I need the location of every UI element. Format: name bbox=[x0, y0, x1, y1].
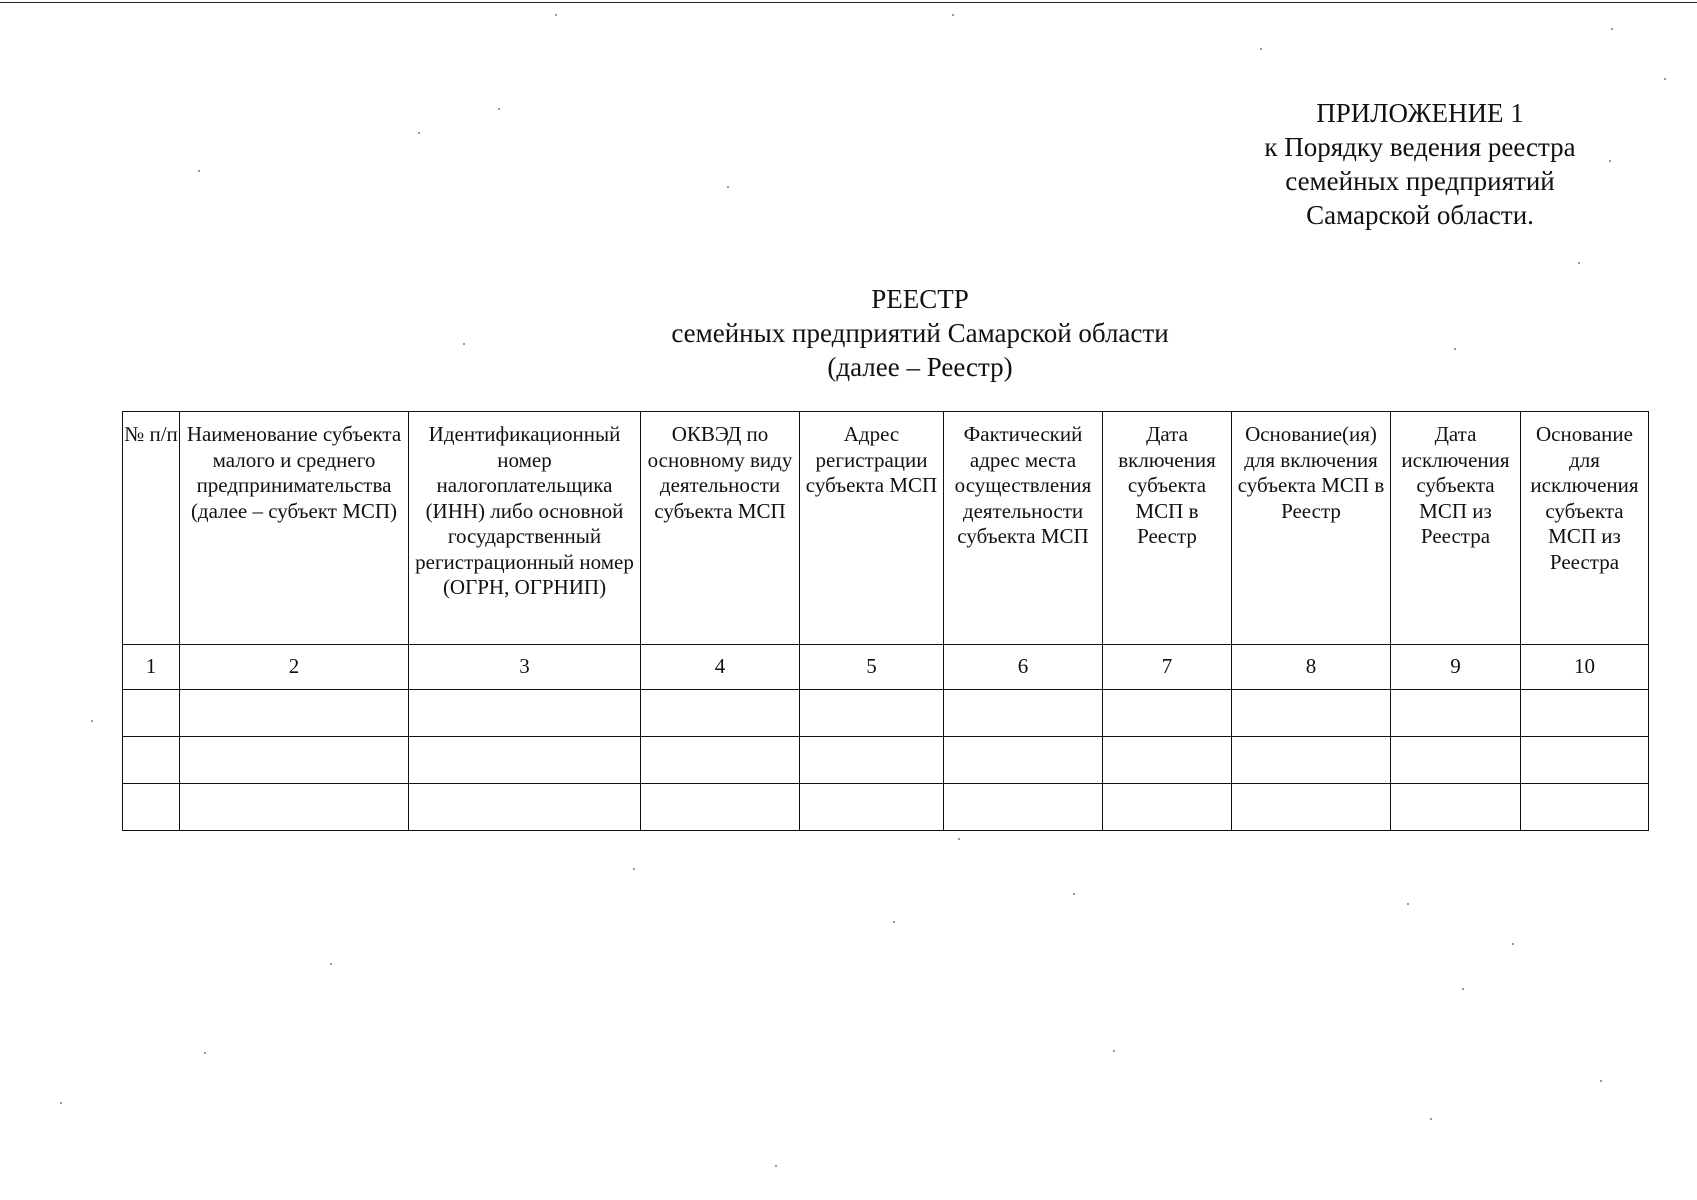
table-cell bbox=[409, 784, 641, 831]
table-cell bbox=[123, 690, 180, 737]
table-cell bbox=[1521, 784, 1649, 831]
table-cell bbox=[123, 784, 180, 831]
title-line: семейных предприятий Самарской области bbox=[671, 318, 1169, 348]
column-number-row bbox=[123, 645, 1649, 690]
table-row bbox=[123, 737, 1649, 784]
table-header-cell: Основание(ия) для включения субъекта МСП в Реестр bbox=[1232, 412, 1391, 645]
table-cell bbox=[944, 784, 1103, 831]
table-cell bbox=[800, 690, 944, 737]
appendix-line: семейных предприятий bbox=[1285, 166, 1555, 196]
table-header-cell: Основание для исключения субъекта МСП из Реестра bbox=[1521, 412, 1649, 645]
table-cell bbox=[641, 737, 800, 784]
table-cell bbox=[944, 690, 1103, 737]
table-cell bbox=[1232, 737, 1391, 784]
column-number-cell: 2 bbox=[180, 645, 409, 690]
column-number-cell: 1 bbox=[123, 645, 180, 690]
table-header-cell: Адрес регистрации субъекта МСП bbox=[800, 412, 944, 645]
title-line: РЕЕСТР bbox=[871, 284, 969, 314]
table-cell bbox=[123, 737, 180, 784]
column-number-cell: 4 bbox=[641, 645, 800, 690]
table-cell bbox=[1391, 737, 1521, 784]
table-cell bbox=[800, 784, 944, 831]
table-header-cell: Идентификационный номер налогоплательщика (ИНН) либо основной государственный регистрационный номер (ОГРН, ОГРНИП) bbox=[409, 412, 641, 645]
column-number-cell: 8 bbox=[1232, 645, 1391, 690]
registry-table bbox=[122, 411, 1649, 831]
appendix-line: к Порядку ведения реестра bbox=[1264, 132, 1576, 162]
document-title bbox=[560, 282, 1280, 384]
table-header-cell: Дата включения субъекта МСП в Реестр bbox=[1103, 412, 1232, 645]
table-cell bbox=[1391, 784, 1521, 831]
table-header-row bbox=[123, 412, 1649, 645]
title-line: (далее – Реестр) bbox=[827, 352, 1013, 382]
table-header-cell: Наименование субъекта малого и среднего предпринимательства (далее – субъект МСП) bbox=[180, 412, 409, 645]
table-header-cell: № п/п bbox=[123, 412, 180, 645]
table-cell bbox=[409, 737, 641, 784]
table-cell bbox=[1103, 784, 1232, 831]
table-cell bbox=[1103, 690, 1232, 737]
column-number-cell: 9 bbox=[1391, 645, 1521, 690]
column-number-cell: 10 bbox=[1521, 645, 1649, 690]
table-cell bbox=[180, 737, 409, 784]
table-cell bbox=[1232, 784, 1391, 831]
table-cell bbox=[1103, 737, 1232, 784]
appendix-title: ПРИЛОЖЕНИЕ 1 bbox=[1316, 98, 1524, 128]
table-row bbox=[123, 690, 1649, 737]
table-cell bbox=[641, 690, 800, 737]
table-cell bbox=[409, 690, 641, 737]
column-number-cell: 5 bbox=[800, 645, 944, 690]
column-number-cell: 3 bbox=[409, 645, 641, 690]
top-border-line bbox=[0, 2, 1697, 3]
table-cell bbox=[1232, 690, 1391, 737]
table-header-cell: Дата исключения субъекта МСП из Реестра bbox=[1391, 412, 1521, 645]
column-number-cell: 7 bbox=[1103, 645, 1232, 690]
table-cell bbox=[1521, 690, 1649, 737]
appendix-line: Самарской области. bbox=[1306, 200, 1534, 230]
table-cell bbox=[800, 737, 944, 784]
table-cell bbox=[180, 784, 409, 831]
table-header-cell: Фактический адрес места осуществления деятельности субъекта МСП bbox=[944, 412, 1103, 645]
table-cell bbox=[1391, 690, 1521, 737]
table-cell bbox=[1521, 737, 1649, 784]
table-row bbox=[123, 784, 1649, 831]
table-cell bbox=[944, 737, 1103, 784]
appendix-header bbox=[1230, 96, 1610, 232]
table-cell bbox=[641, 784, 800, 831]
column-number-cell: 6 bbox=[944, 645, 1103, 690]
table-header-cell: ОКВЭД по основному виду деятельности субъекта МСП bbox=[641, 412, 800, 645]
table-cell bbox=[180, 690, 409, 737]
